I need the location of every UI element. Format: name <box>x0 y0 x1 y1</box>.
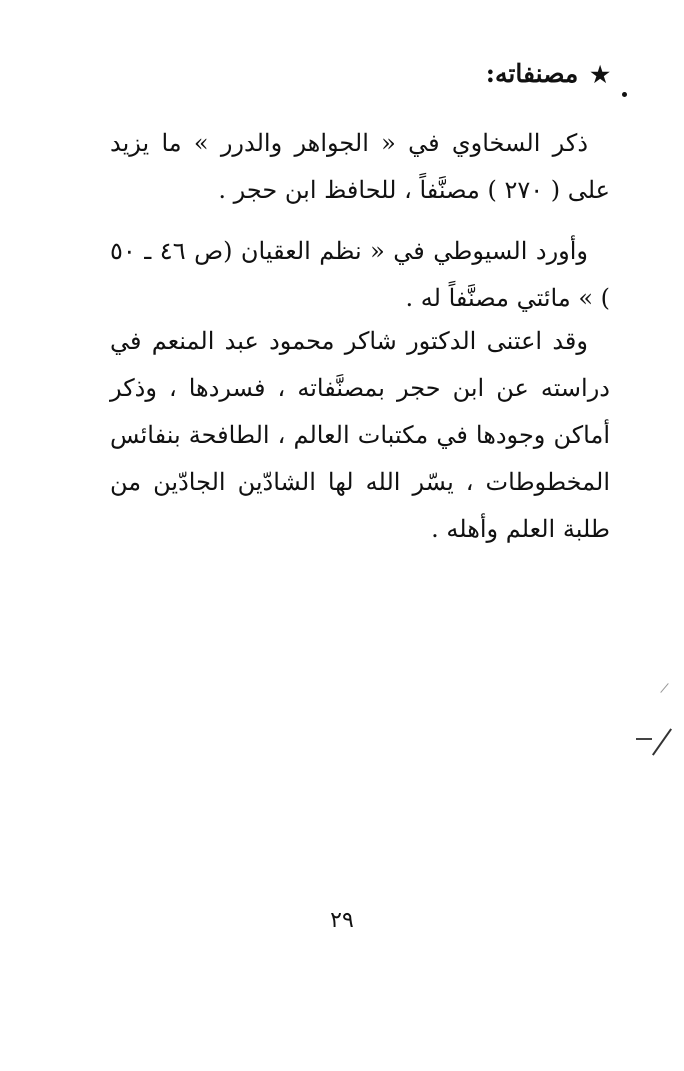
dot-mark <box>622 92 627 97</box>
paragraph-2-text: وأورد السيوطي في « نظم العقيان (ص ٤٦ ـ ٥٠ ) » مائتي مصنَّفاً له . <box>110 237 610 312</box>
page-number: ٢٩ <box>330 908 354 933</box>
section-title: مصنفاته: <box>485 59 579 88</box>
margin-mark <box>636 738 652 740</box>
section-heading <box>486 56 610 93</box>
paragraph-3-text: وقد اعتنى الدكتور شاكر محمود عبد المنعم في دراسته عن ابن حجر بمصنَّفاته ، فسردها ، وذكر أماكن وجودها في مكتبات العالم ، الطافحة بنفائس المخطوطات ، يسّر الله لها الشادّين الجادّين من طلبة العلم وأهله . <box>110 327 610 543</box>
margin-mark <box>660 683 668 693</box>
paragraph-1 <box>110 120 610 214</box>
margin-mark <box>652 728 672 755</box>
paragraph-1-text: ذكر السخاوي في « الجواهر والدرر » ما يزيد على ( ٢٧٠ ) مصنَّفاً ، للحافظ ابن حجر . <box>110 129 610 204</box>
star-icon: ★ <box>590 62 610 88</box>
paragraph-2 <box>110 228 610 322</box>
paragraph-3 <box>110 318 610 553</box>
